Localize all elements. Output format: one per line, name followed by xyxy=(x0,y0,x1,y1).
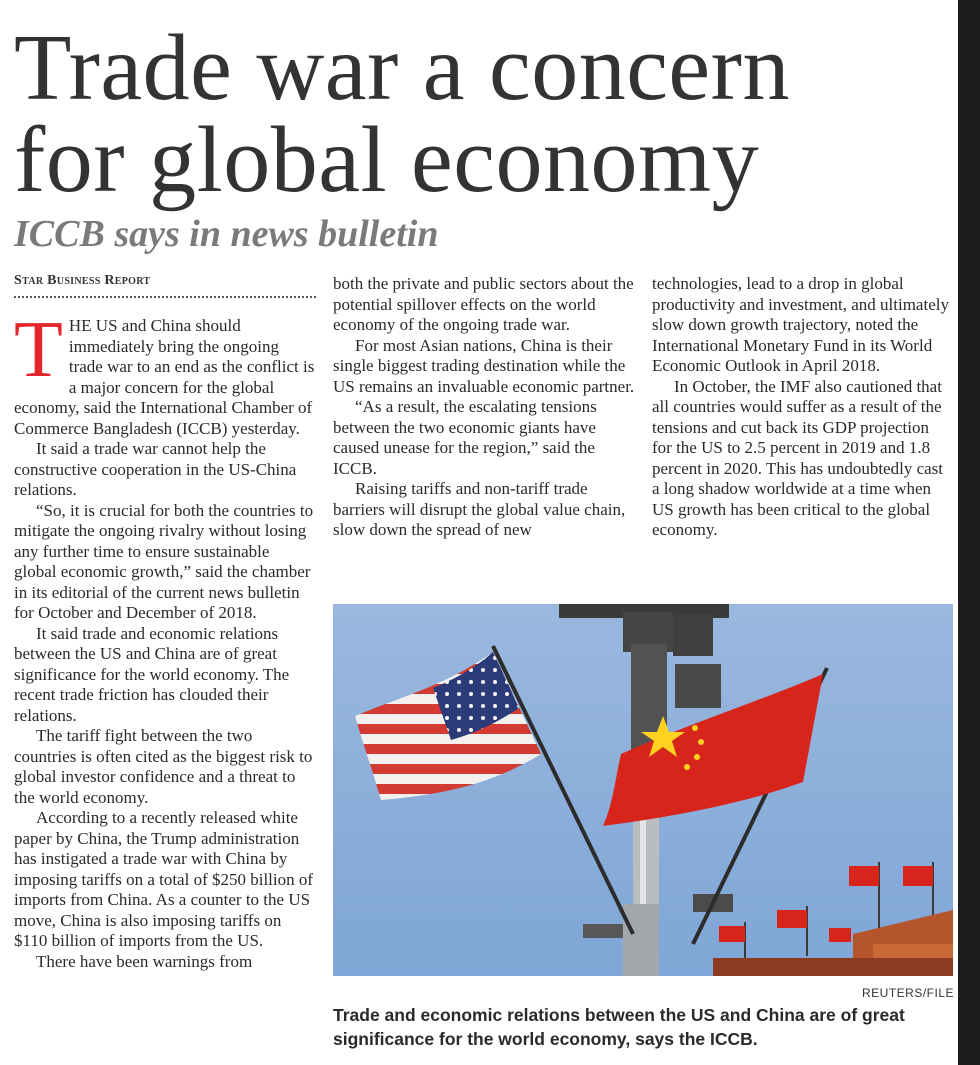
paragraph: In October, the IMF also cautioned that all countries would suffer as a result of the tensions and cut back its GDP projection for the US to 2.5 percent in 2019 and 1.8 percent in 2020. This has undoubtedly cast a long shadow worldwide at a time when US growth has been critical to the global economy. xyxy=(652,376,943,539)
paragraph: The tariff fight between the two countries is often cited as the biggest risk to global investor confidence and a threat to the world economy. xyxy=(14,726,313,807)
page-edge-strip xyxy=(958,0,980,1065)
paragraph: It said a trade war cannot help the constructive cooperation in the US-China relations. xyxy=(14,439,297,499)
byline: Star Business Report xyxy=(14,273,316,298)
flags-photo-illustration xyxy=(333,604,953,976)
paragraph: Raising tariffs and non-tariff trade barriers will disrupt the global value chain, slow down the spread of new xyxy=(333,479,626,539)
paragraph: both the private and public sectors about the potential spillover effects on the world economy of the ongoing trade war. xyxy=(333,274,634,334)
headline xyxy=(14,16,954,212)
paragraph: For most Asian nations, China is their single biggest trading destination while the US remains an invaluable economic partner. xyxy=(333,335,635,396)
paragraph: According to a recently released white paper by China, the Trump administration has instigated a trade war with China by imposing tariffs on a total of $250 billion of imports from China. As a counter to the US move, China is also imposing tariffs on $110 billion of imports from the US. xyxy=(14,808,314,950)
paragraph: “As a result, the escalating tensions between the two economic giants have caused unease for the region,” said the ICCB. xyxy=(333,397,597,478)
paragraph: technologies, lead to a drop in global productivity and investment, and ultimately slow down growth trajectory, noted the International Monetary Fund in its World Economic Outlook in April 2018. xyxy=(652,274,949,375)
photo-caption: Trade and economic relations between the US and China are of great significance for the world economy, says the ICCB. xyxy=(333,1005,905,1049)
paragraph: There have been warnings from xyxy=(36,951,253,971)
article-column-3 xyxy=(652,274,952,541)
paragraph: “So, it is crucial for both the countries to mitigate the ongoing rivalry without losing any further time to ensure sustainable global economic growth,” said the chamber in its editorial of the current news bulletin for October and December of 2018. xyxy=(14,500,314,622)
headline-line-1: Trade war a concern xyxy=(14,16,790,120)
photo-credit: REUTERS/FILE xyxy=(861,986,954,1000)
paragraph: It said trade and economic relations between the US and China are of great significance for the world economy. The recent trade friction has clouded their relations. xyxy=(14,623,290,725)
headline-line-2: for global economy xyxy=(14,108,760,212)
article-column-1 xyxy=(14,306,316,972)
drop-cap: T xyxy=(14,306,63,394)
news-photo xyxy=(333,604,953,976)
subheadline: ICCB says in news bulletin xyxy=(14,213,439,255)
article-column-2 xyxy=(333,274,636,541)
paragraph: HE US and China should immediately bring the ongoing trade war to an end as the conflict is a major concern for the global economy, said the International Chamber of Commerce Bangladesh (ICCB) yesterday. xyxy=(14,316,315,438)
